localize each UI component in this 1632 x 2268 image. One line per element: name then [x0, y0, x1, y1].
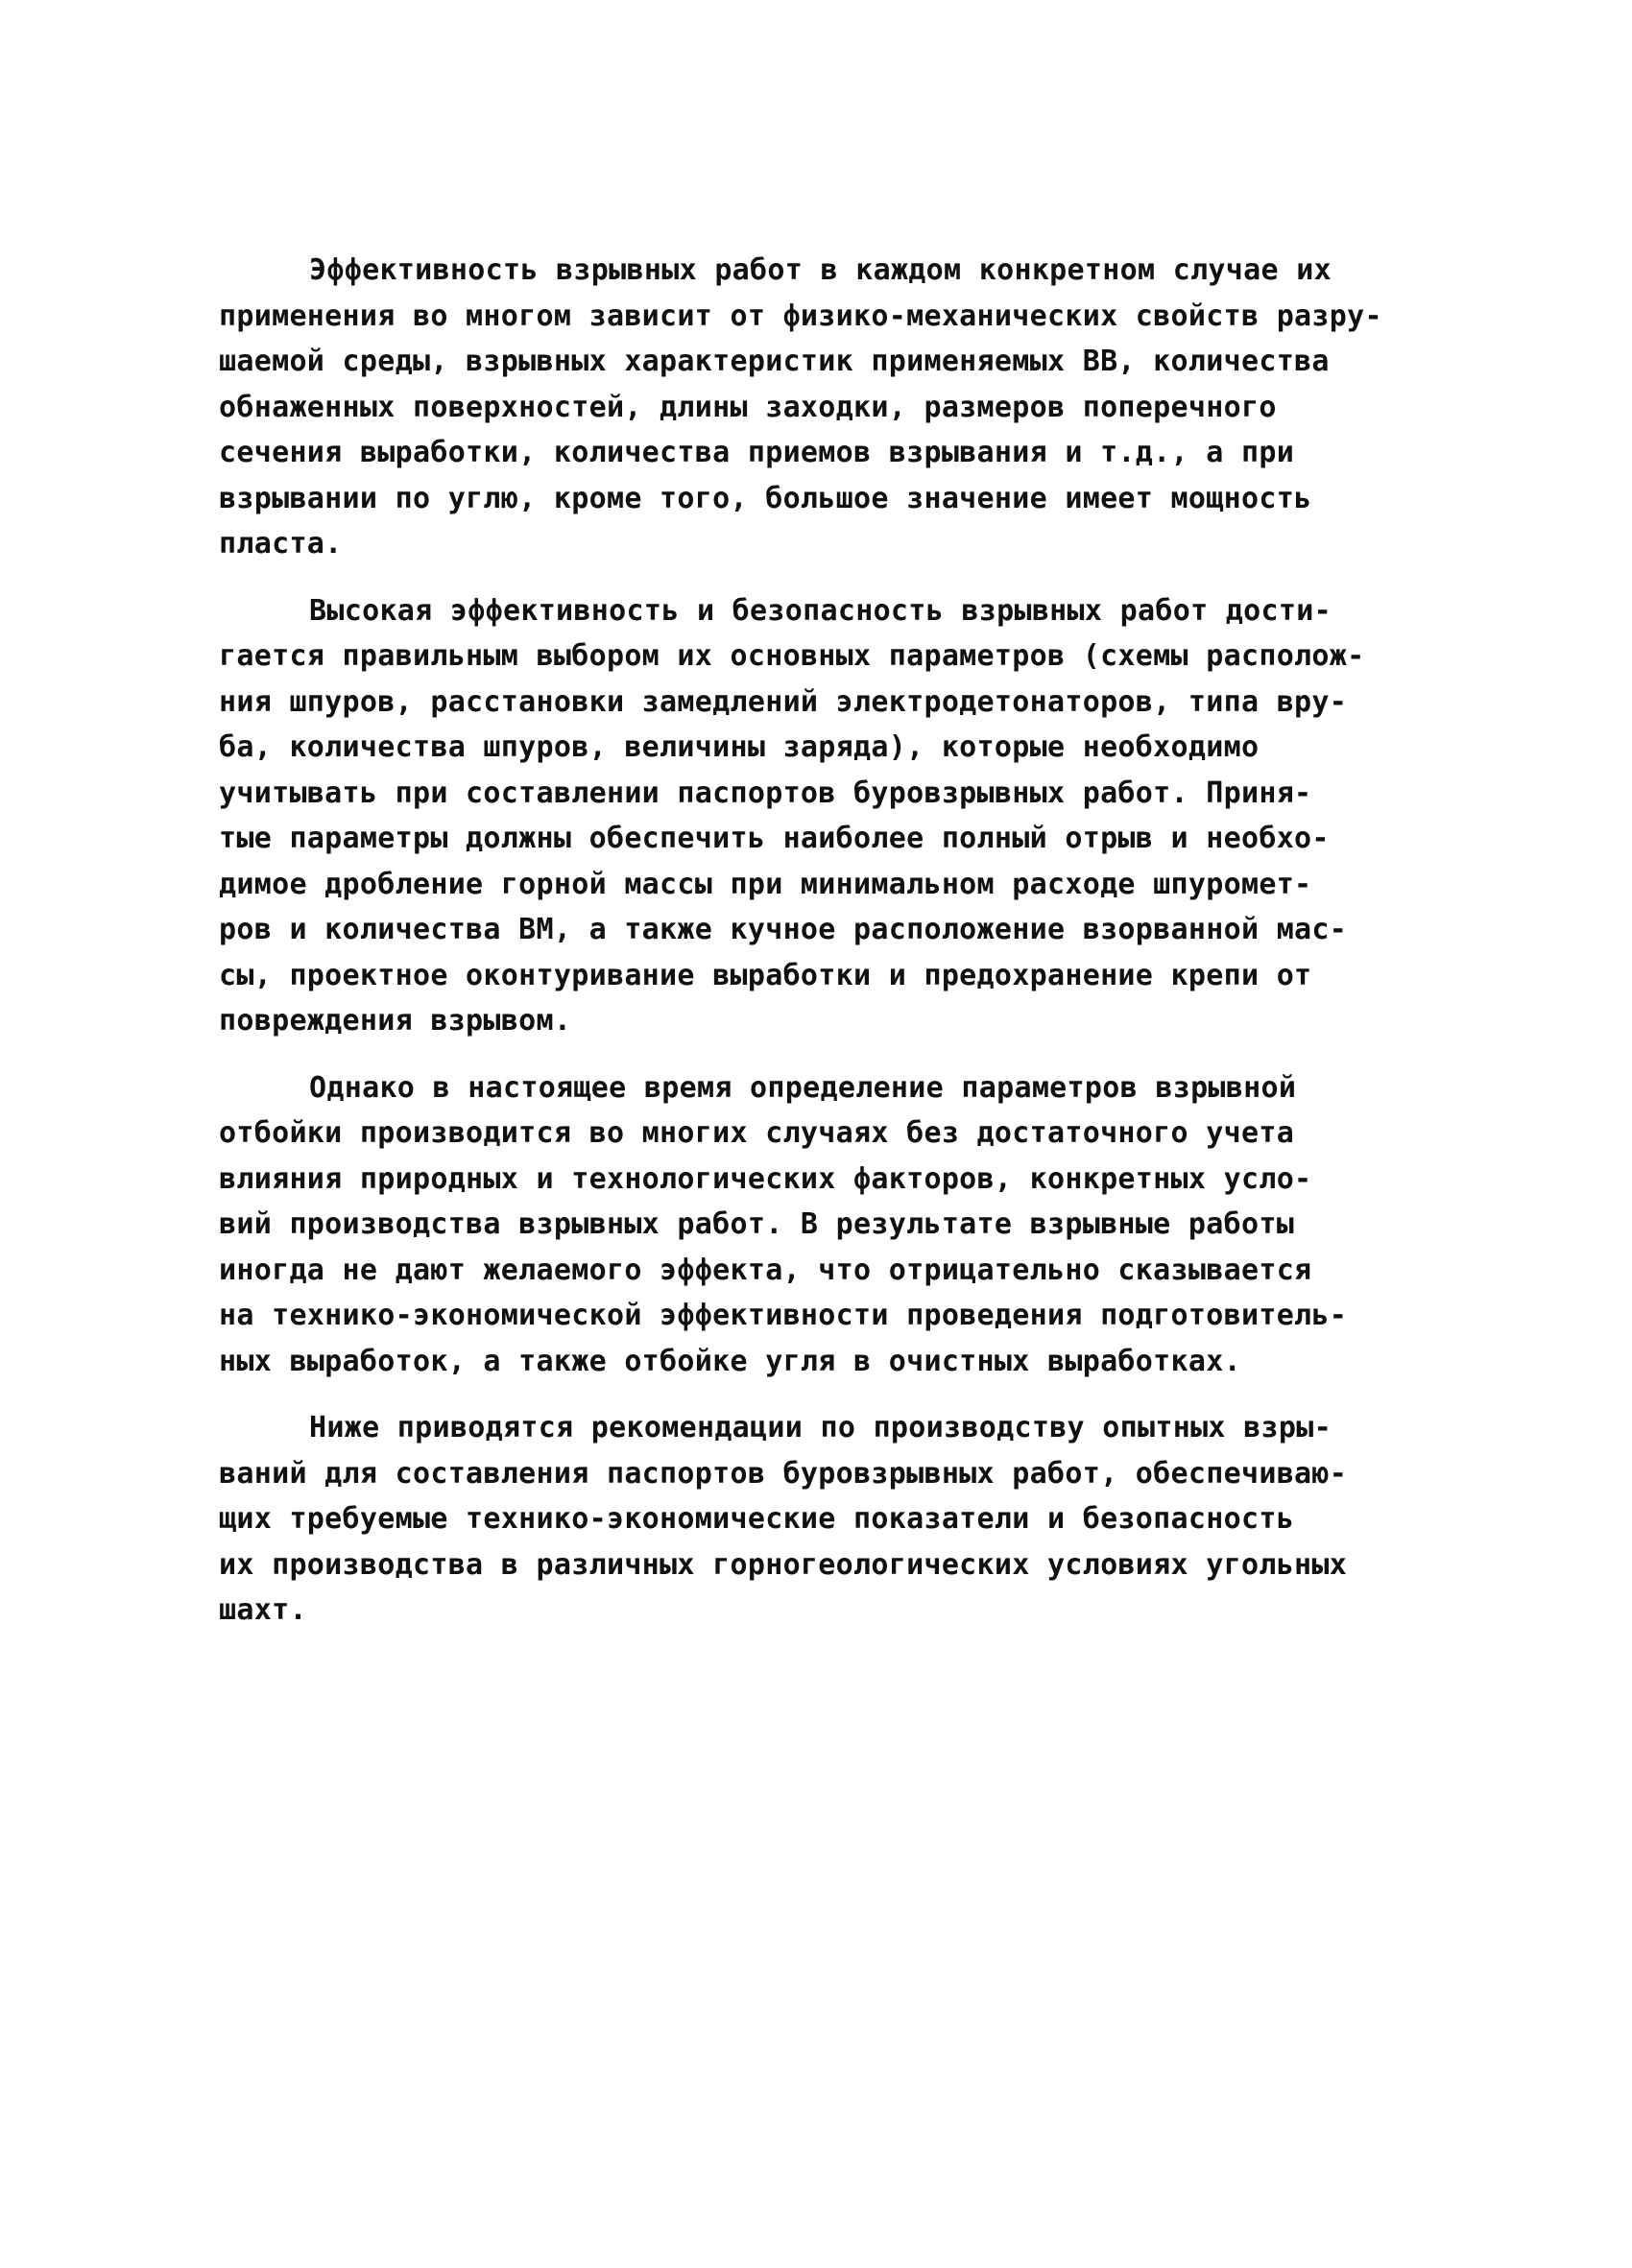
paragraph-1 — [219, 248, 1457, 567]
text-line: сечения выработки, количества приемов взрывания и т.д., а при — [219, 436, 1295, 469]
paragraph-2 — [219, 588, 1457, 1044]
text-line: взрывании по углю, кроме того, большое значение имеет мощность — [219, 481, 1312, 515]
text-line: димое дробление горной массы при минимальном расходе шпуромет- — [219, 867, 1312, 901]
text-line: на технико-экономической эффективности проведения подготовитель- — [219, 1299, 1348, 1332]
text-line: шахт. — [219, 1593, 307, 1627]
text-line: ров и количества ВМ, а также кучное расположение взорванной мас- — [219, 913, 1348, 946]
text-line: ваний для составления паспортов буровзрывных работ, обеспечиваю- — [219, 1456, 1348, 1491]
text-line: Высокая эффективность и безопасность взрывных работ дости- — [309, 593, 1332, 628]
text-line: влияния природных и технологических факторов, конкретных усло- — [219, 1161, 1312, 1196]
text-line: тые параметры должны обеспечить наиболее полный отрыв и необхо- — [219, 822, 1330, 855]
text-line: отбойки производится во многих случаях без достаточного учета — [219, 1116, 1295, 1150]
text-line: иногда не дают желаемого эффекта, что отрицательно сказывается — [219, 1253, 1312, 1287]
paragraph-4 — [219, 1405, 1457, 1634]
paragraph-3 — [219, 1065, 1457, 1385]
text-line: применения во многом зависит от физико-механических свойств разру- — [219, 298, 1382, 333]
text-line: гается правильным выбором их основных параметров (схемы располож- — [219, 639, 1365, 673]
text-line: ния шпуров, расстановки замедлений электродетонаторов, типа вру- — [219, 684, 1348, 719]
text-line: вий производства взрывных работ. В результате взрывные работы — [219, 1207, 1295, 1241]
text-line: Эффективность взрывных работ в каждом конкретном случае их — [309, 253, 1332, 287]
text-line: сы, проектное оконтуривание выработки и предохранение крепи от — [219, 958, 1312, 992]
body-text — [219, 248, 1457, 1655]
text-line: Ниже приводятся рекомендации по производству опытных взры- — [309, 1411, 1332, 1444]
text-line: ных выработок, а также отбойке угля в очистных выработках. — [219, 1344, 1241, 1378]
text-line: Однако в настоящее время определение параметров взрывной — [309, 1070, 1297, 1105]
text-line: щих требуемые технико-экономические показатели и безопасность — [219, 1502, 1295, 1536]
text-line: ба, количества шпуров, величины заряда), которые необходимо — [219, 730, 1260, 764]
text-line: их производства в различных горногеологических условиях угольных — [219, 1547, 1348, 1582]
text-line: шаемой среды, взрывных характеристик применяемых ВВ, количества — [219, 345, 1330, 378]
text-line: обнаженных поверхностей, длины заходки, размеров поперечного — [219, 390, 1277, 424]
text-line: пласта. — [219, 527, 343, 561]
text-line: учитывать при составлении паспортов буровзрывных работ. Приня- — [219, 776, 1312, 810]
text-line: повреждения взрывом. — [219, 1004, 572, 1038]
